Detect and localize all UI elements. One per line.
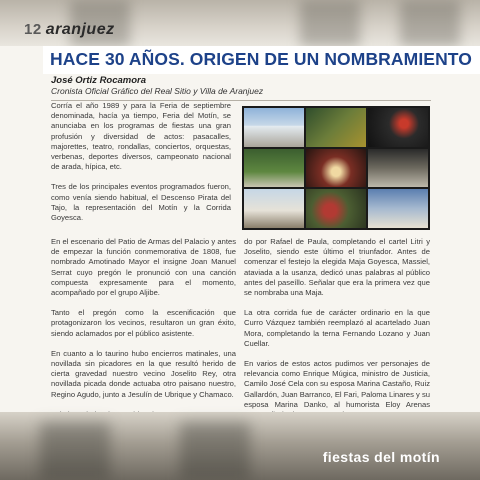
photo-collage	[242, 106, 430, 230]
footer-photo-band	[0, 412, 480, 480]
photo-performance	[306, 149, 366, 188]
header-photo-shadow	[300, 0, 360, 46]
article-title: HACE 30 AÑOS. ORIGEN DE UN NOMBRAMIENTO	[50, 49, 472, 69]
paragraph: En cuanto a lo taurino hubo encierros matinales, una novillada sin picadores en la que resultó herido de cierta gravedad nuestro vecino Joselito Rey, otra novillada picada donde actuaba otro paisano nuestro, Regino Agudo, junto a Jesulín de Ubrique y Chamaco.	[51, 348, 236, 399]
footer-photo-shadow	[180, 422, 250, 480]
section-name: aranjuez	[45, 21, 115, 38]
photo-bullring	[244, 189, 304, 228]
footer-photo-shadow	[40, 422, 110, 480]
photo-crowd	[306, 108, 366, 147]
author-role: Cronista Oficial Gráfico del Real Sitio y Villa de Aranjuez	[51, 86, 264, 96]
paragraph: Tres de los principales eventos programados fueron, como venía siendo habitual, el Descenso Pirata del Tajo, la representación del Motín y la Corrida Goyesca.	[51, 182, 231, 223]
paragraph: Tanto el pregón como la escenificación que protagonizaron los vecinos, resultaron un gran éxito, siendo aclamados por el público asistente.	[51, 308, 236, 338]
column-left-top	[51, 101, 231, 233]
page-header	[24, 21, 115, 39]
paragraph: En el escenario del Patio de Armas del Palacio y antes de empezar la función conmemorativa de 1808, fue nombrado Amotinado Mayor el insigne Joan Manuel Serrat cuyo pregón le pronunció con una canción compuesta expresamente para el momento, acompañado por el grupo Aljibe.	[51, 237, 236, 298]
paragraph: Corría el año 1989 y para la Feria de septiembre denominada, hacía ya tiempo, Feria del Motín, se anunciaba en los programas de fiestas una gran profusión y diversidad de actos: pasacalles, majorettes, teatro, rondallas, conciertos, orquestas, verbenas, deportes diversos, campeonato nacional de arada, hípica, etc.	[51, 101, 231, 172]
footer-label: fiestas del motín	[322, 449, 440, 465]
header-photo-shadow	[400, 0, 460, 46]
paragraph: do por Rafael de Paula, completando el cartel Litri y Joselito, siendo este último el triunfador. Antes de comenzar el festejo la elegida Maja Goyesca, Massiel, ataviada a la usanza, dedicó unas palabras al público antes del paseíllo. Señalar que era la primera vez que se nombraba una Maja.	[244, 237, 430, 298]
article-author: José Ortiz Rocamora	[51, 75, 147, 86]
photo-bullfight	[306, 189, 366, 228]
photo-garden	[244, 149, 304, 188]
paragraph: En varios de estos actos pudimos ver personajes de relevancia como Enrique Múgica, ministro de Justicia, Camilo José Cela con su esposa Marina Castaño, Ruiz Gallardón, Juan Barranco, El Fari, Paloma Linares y su esposa Marina Danko, al humorista Eloy Arenas	[244, 359, 430, 409]
photo-palace	[244, 108, 304, 147]
paragraph: La otra corrida fue de carácter ordinario en la que Curro Vázquez también reemplazó al acartelado Juan Mora, completando la terna Fernando Lozano y Juan Cuellar.	[244, 308, 430, 348]
page-number: 12	[24, 21, 42, 38]
column-left-bottom	[51, 237, 236, 440]
photo-stage	[368, 108, 428, 147]
photo-arena	[368, 189, 428, 228]
photo-musicians	[368, 149, 428, 188]
column-right-bottom	[244, 237, 430, 430]
